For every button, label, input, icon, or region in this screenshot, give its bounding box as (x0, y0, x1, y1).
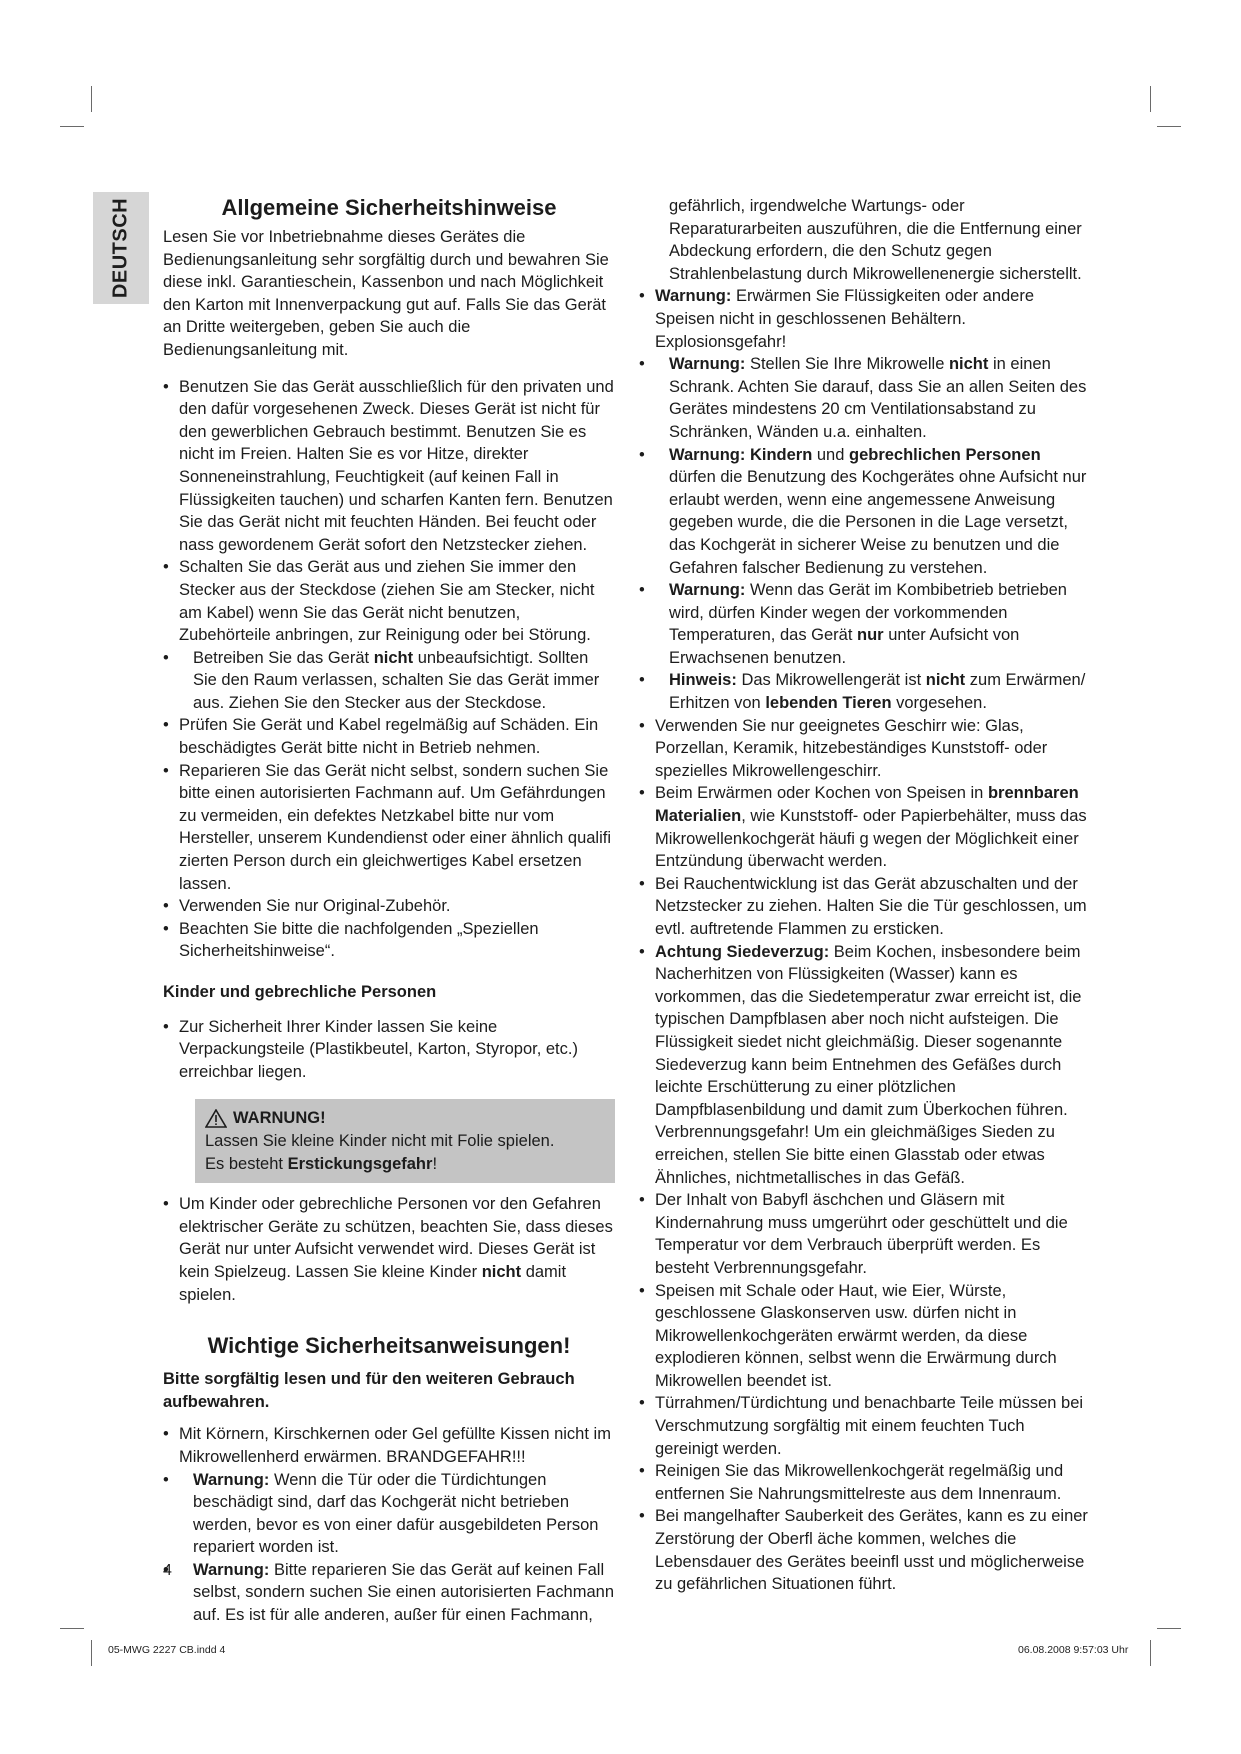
crop-mark (60, 1628, 84, 1629)
list-item: • Türrahmen/Türdichtung und benachbarte Teile müssen bei Verschmutzung sorgfältig mit einem feuchten Tuch gereinigt werden. (639, 1392, 1091, 1460)
warning-text: ! (432, 1154, 438, 1173)
list-item: • Benutzen Sie das Gerät ausschließlich für den privaten und den dafür vorgesehenen Zweck. Dieses Gerät ist nicht für den gewerblichen Gebrauch bestimmt. Benutzen Sie es nicht im Freien. Halten Sie es vor Hitze, direkter Sonneneinstrahlung, Feuchtigkeit (auf keinen Fall in Flüssigkeiten tauchen) und scharfen Kanten fern. Benutzen Sie das Gerät nicht mit feuchten Händen. Bei feucht oder nass gewordenem Gerät sofort den Netzstecker ziehen. (163, 376, 615, 557)
warning-bold: Erstickungsgefahr (287, 1154, 433, 1173)
intro-paragraph: Lesen Sie vor Inbetriebnahme dieses Gerätes die Bedienungsanleitung sehr sorgfältig durch und bewahren Sie diese inkl. Garantieschein, Kassenbon und nach Möglichkeit den Karton mit Innenverpackung gut auf. Falls Sie das Gerät an Dritte weitergeben, geben Sie auch die Bedienungsanleitung mit. (163, 228, 609, 359)
list-item-bold: Hinweis: (669, 671, 737, 690)
list-item (639, 444, 1091, 580)
children-heading: Kinder und gebrechliche Personen (163, 983, 437, 1001)
list-item-bold: lebenden Tieren (765, 694, 892, 713)
list-item-text: und (812, 445, 849, 464)
list-item: • Prüfen Sie Gerät und Kabel regelmäßig auf Schäden. Ein beschädigtes Gerät bitte nicht in Betrieb nehmen. (163, 714, 615, 759)
list-item: • Mit Körnern, Kirschkernen oder Gel gefüllte Kissen nicht im Mikrowellenherd erwärmen. BRANDGEFAHR!!! (163, 1423, 615, 1468)
list-item (163, 1559, 615, 1627)
list-item: • Verwenden Sie nur geeignetes Geschirr wie: Glas, Porzellan, Keramik, hitzebeständiges Kunststoff- oder spezielles Mikrowellengeschirr. (639, 715, 1091, 783)
list-item-bold: Warnung: (669, 581, 746, 600)
list-item-bold: Warnung: (655, 287, 732, 306)
list-item-text: Beim Erwärmen oder Kochen von Speisen in (655, 784, 988, 803)
list-item: • Bei Rauchentwicklung ist das Gerät abzuschalten und der Netzstecker zu ziehen. Halten Sie die Tür geschlossen, um evtl. auftretende Flammen zu ersticken. (639, 873, 1091, 941)
list-item-text: , wie Kunststoff- oder Papierbehälter, muss das Mikrowellenkochgerät häufi g wegen der Möglichkeit einer Entzündung überwacht werden. (655, 807, 1087, 871)
important-list (163, 1423, 615, 1626)
list-item (639, 782, 1091, 872)
list-item (639, 941, 1091, 1190)
crop-mark (1150, 1640, 1151, 1666)
warning-text: Es besteht (205, 1154, 288, 1173)
list-item (639, 353, 1091, 443)
continuation-paragraph: gefährlich, irgendwelche Wartungs- oder Reparaturarbeiten auszuführen, die die Entfernung einer Abdeckung erfordern, die den Schutz gegen Strahlenbelastung durch Mikrowellenenergie sicherstellt. (669, 197, 1082, 283)
important-subheading: Bitte sorgfältig lesen und für den weiteren Gebrauch aufbewahren. (163, 1370, 575, 1411)
list-item-text: unter Aufsicht von Erwachsenen benutzen. (669, 626, 1020, 667)
list-item: • Zur Sicherheit Ihrer Kinder lassen Sie keine Verpackungsteile (Plastikbeutel, Karton, Styropor, etc.) erreichbar liegen. (163, 1016, 615, 1084)
list-item: • Reinigen Sie das Mikrowellenkochgerät regelmäßig und entfernen Sie Nahrungsmittelreste aus dem Innenraum. (639, 1460, 1091, 1505)
children-list-2 (163, 1193, 615, 1306)
page-number: 4 (163, 1562, 172, 1579)
crop-mark (91, 1640, 92, 1666)
list-item-text: Das Mikrowellengerät ist (736, 671, 926, 690)
list-item: • Schalten Sie das Gerät aus und ziehen Sie immer den Stecker aus der Steckdose (ziehen Sie am Stecker, nicht am Kabel) wenn Sie das Gerät nicht benutzen, Zubehörteile anbringen, zur Reinigung oder bei Störung. (163, 556, 615, 646)
list-item-bold: brennbaren Materialien (655, 784, 1079, 826)
list-item-text: damit spielen. (179, 1262, 567, 1304)
crop-mark (1150, 86, 1151, 112)
list-item-text: Beim Kochen, insbesondere beim Nacherhitzen von Flüssigkeiten (Wasser) kann es vorkommen, das die Siedetemperatur zwar erreicht ist, die typischen Dampfblasen aber noch nicht aufsteigen. Die Flüssigkeit siedet nicht gleichmäßig. Dieser sogenannte Siedeverzug kann beim Entnehmen des Gefäßes durch leichte Erschütterung zu einer plötzlichen Dampfblasenbildung und damit zum Überkochen führen. Verbrennungsgefahr! Um ein gleichmäßiges Sieden zu erreichen, stellen Sie bitte einen Glasstab oder etwas Ähnliches, nichtmetallisches in das Gefäß. (655, 942, 1082, 1187)
list-item-text: vorgesehen. (891, 694, 987, 713)
section-title-general: Allgemeine Sicherheitshinweise (221, 195, 557, 220)
general-safety-list (163, 376, 615, 963)
warning-line (205, 1153, 605, 1176)
list-item-text: Wenn das Gerät im Kombibetrieb betrieben wird, dürfen Kinder wegen der vorkommenden Temperaturen, das Gerät (669, 581, 1067, 645)
crop-mark (91, 86, 92, 112)
list-item-bold: nicht (948, 355, 989, 374)
list-item (163, 647, 615, 715)
language-tab-label: DEUTSCH (109, 197, 132, 299)
list-item-text: unbeaufsichtigt. Sollten Sie den Raum verlassen, schalten Sie das Gerät immer aus. Ziehen Sie den Stecker aus der Steckdose. (193, 648, 600, 712)
warning-box (195, 1099, 615, 1183)
language-tab (93, 192, 149, 304)
list-item-text: Bitte reparieren Sie das Gerät auf keinen Fall selbst, sondern suchen Sie einen autorisierten Fachmann auf. Es ist für alle anderen, außer für einen Fachmann, (193, 1560, 614, 1625)
list-item-text: Stellen Sie Ihre Mikrowelle (745, 355, 949, 374)
left-column (163, 194, 615, 1627)
list-item-bold: Warnung: (193, 1470, 270, 1489)
list-item-bold: nicht (373, 648, 414, 667)
footer-timestamp: 06.08.2008 9:57:03 Uhr (1018, 1644, 1129, 1656)
list-item: • Speisen mit Schale oder Haut, wie Eier, Würste, geschlossene Glaskonserven usw. dürfen nicht in Mikrowellenkochgeräten erwärmt werden, da diese explodieren können, selbst wenn die Erwärmung durch Mikrowellen beendet ist. (639, 1280, 1091, 1393)
section-title-important: Wichtige Sicherheitsanweisungen! (207, 1333, 571, 1359)
list-item-text: Um Kinder oder gebrechliche Personen vor den Gefahren elektrischer Geräte zu schützen, beachten Sie, dass dieses Gerät nur unter Aufsicht verwendet wird. Dieses Gerät ist kein Spielzeug. Lassen Sie kleine Kinder (179, 1195, 613, 1281)
list-item (639, 285, 1091, 353)
crop-mark (60, 126, 84, 127)
right-column (639, 195, 1091, 1596)
children-list (163, 1016, 615, 1084)
list-item-bold: nur (857, 626, 884, 645)
list-item (639, 669, 1091, 714)
warning-triangle-icon (205, 1109, 227, 1128)
list-item-bold: Achtung Siedeverzug: (655, 942, 830, 961)
important-list-continued (639, 285, 1091, 1595)
list-item (163, 1469, 615, 1559)
crop-mark (1157, 126, 1181, 127)
list-item-bold: Warnung: (193, 1560, 270, 1579)
list-item-bold: nicht (925, 671, 966, 690)
list-item: • Der Inhalt von Babyfl äschchen und Gläsern mit Kindernahrung muss umgerührt oder geschüttelt und die Temperatur vor dem Verbrauch überprüft werden. Es besteht Verbrennungsgefahr. (639, 1189, 1091, 1279)
list-item-bold: nicht (481, 1262, 522, 1281)
list-item-bold: Warnung: Kindern (669, 445, 813, 464)
warning-label: WARNUNG! (233, 1109, 326, 1128)
list-item-text: dürfen die Benutzung des Kochgerätes ohne Aufsicht nur erlaubt werden, wenn eine angemessene Anweisung gegeben wurde, die die Personen in die Lage versetzt, das Kochgerät in sicherer Weise zu benutzen und die Gefahren falscher Bedienung zu verstehen. (669, 468, 1087, 577)
crop-mark (1157, 1628, 1181, 1629)
list-item: • Verwenden Sie nur Original-Zubehör. (163, 895, 615, 918)
list-item: • Reparieren Sie das Gerät nicht selbst, sondern suchen Sie bitte einen autorisierten Fachmann auf. Um Gefährdungen zu vermeiden, ein defektes Netzkabel bitte nur vom Hersteller, unserem Kundendienst oder einer ähnlich qualifi zierten Person durch ein gleichwertiges Kabel ersetzen lassen. (163, 760, 615, 896)
list-item (639, 579, 1091, 669)
list-item-text: Erwärmen Sie Flüssigkeiten oder andere Speisen nicht in geschlossenen Behältern. Explosionsgefahr! (655, 287, 1035, 351)
warning-line: Lassen Sie kleine Kinder nicht mit Folie spielen. (205, 1131, 555, 1150)
list-item-text: zum Erwärmen/ Erhitzen von (669, 671, 1086, 713)
list-item-bold: Warnung: (669, 355, 746, 374)
list-item-text: in einen Schrank. Achten Sie darauf, dass Sie an allen Seiten des Gerätes mindestens 20 cm Ventilationsabstand zu Schränken, Wänden u.a. einhalten. (669, 355, 1087, 441)
list-item: • Beachten Sie bitte die nachfolgenden „Speziellen Sicherheitshinweise“. (163, 918, 615, 963)
list-item-bold: gebrechlichen Personen (849, 445, 1041, 464)
list-item: • Bei mangelhafter Sauberkeit des Gerätes, kann es zu einer Zerstörung der Oberfl äche kommen, welches die Lebensdauer des Gerätes beeinfl usst und möglicherweise zu gefährlichen Situationen führt. (639, 1505, 1091, 1595)
list-item-text: Wenn die Tür oder die Türdichtungen beschädigt sind, darf das Kochgerät nicht betrieben werden, bevor es von einer dafür ausgebildeten Person repariert worden ist. (193, 1470, 599, 1557)
list-item-text: Betreiben Sie das Gerät (193, 648, 374, 667)
footer-file-info: 05-MWG 2227 CB.indd 4 (108, 1644, 226, 1656)
warning-header (205, 1107, 605, 1130)
list-item (163, 1193, 615, 1306)
